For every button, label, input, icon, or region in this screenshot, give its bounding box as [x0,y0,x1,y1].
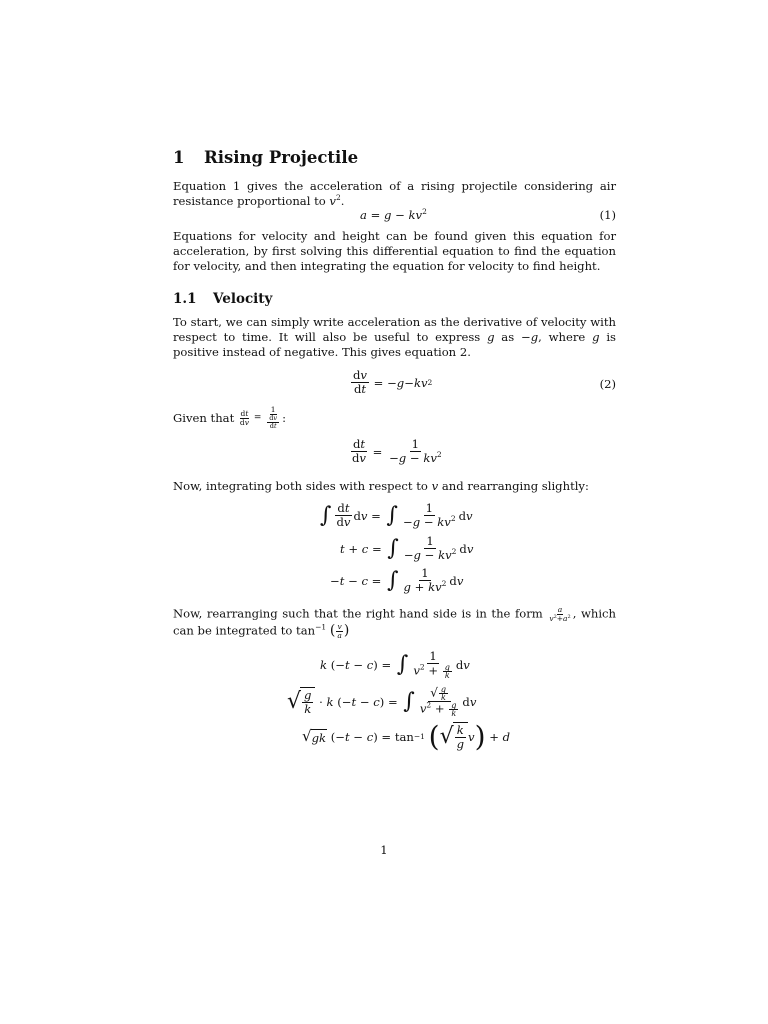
arctan-line-2: √ $\frac{g}{k}$ · k (− t − c ) = ∫ √ $\frac{g}{k}$ $v^2$ + $\frac{g}{k}$ d v [287,685,477,718]
paragraph-velocity-text-a: To start, we can simply write acceleration as the derivative of velocity with respect to time. It will also be useful to express [173,315,616,344]
equation-dt-dv: $\frac{dt}{dv}$ = $\frac{1}{-g - kv^2}$ [352,437,442,465]
subsection-title: Velocity [213,291,273,307]
paragraph-velocity-text-d: is positive instead of negative. This gives equation 2. [173,330,616,359]
paragraph-rearranging-text-a: Now, rearranging such that the right hand side is in the form [173,606,543,621]
paragraph-intro-text: Equation 1 gives the acceleration of a rising projectile considering air resistance proportional to [173,179,616,208]
page-number: 1 [380,843,388,857]
equation-1-number: (1) [599,208,616,222]
paragraph-integrating-text-a: Now, integrating both sides with respect to [173,479,428,493]
integral-line-1: ∫ $\frac{dt}{dv}$ d v = ∫ $\frac{1}{-g - kv^2}$ d v [320,501,473,529]
section-heading [173,148,616,167]
given-that-line: Given that $\frac{dt}{dv}$ = $\frac{1}{\frac{dv}{dt}}$ : [173,405,287,430]
paragraph-rearranging: Now, rearranging such that the right hand side is in the form $\frac{a}{v^2+a^2}$ , which can be integrated to $\tan^{-1}$ ( $\frac{v}{a}$ ) [173,605,617,640]
paragraph-rearranging-text-b: , which can be integrated to [173,606,617,638]
equation-1: $a = g - kv^2$ [360,207,427,222]
integral-line-3: − t − c = ∫ $\frac{1}{g + kv^2}$ d v [330,566,464,594]
paragraph-velocity-text-b: as [501,330,515,344]
integral-line-2: t + c = ∫ $\frac{1}{-g - kv^2}$ d v [340,534,474,562]
paragraph-integrating-text-b: and rearranging slightly: [441,479,589,493]
section-number: 1 [173,148,185,167]
arctan-line-3: √ gk (− t − c ) = tan −1 ( √ $\frac{k}{g}$ v ) + d [302,719,511,753]
equation-2-number: (2) [599,377,616,391]
section-title: Rising Projectile [204,148,359,167]
paragraph-intro: Equation 1 gives the acceleration of a rising projectile considering air resistance proportional to $v^2$. [173,179,616,208]
paragraph-method: Equations for velocity and height can be found given this equation for acceleration, by first solving this differential equation to find the equation for velocity, and then integrating the equation for velocity to find height. [173,229,616,273]
arctan-line-1: k (− t − c ) = ∫ 1 $v^2$ + $\frac{g}{k}$ d v [320,649,470,680]
paragraph-integrating: Now, integrating both sides with respect to v and rearranging slightly: [173,479,589,493]
equation-2: $\frac{dv}{dt}$ = − g − kv 2 [353,368,433,396]
given-that-text: Given that [173,411,235,425]
paragraph-velocity-text-c: , where [538,330,586,344]
paragraph-velocity: To start, we can simply write acceleration as the derivative of velocity with respect to time. It will also be useful to express g as −g, where g is positive instead of negative. This gives equation 2. [173,315,616,359]
subsection-heading [173,291,616,307]
subsection-number: 1.1 [173,291,197,307]
